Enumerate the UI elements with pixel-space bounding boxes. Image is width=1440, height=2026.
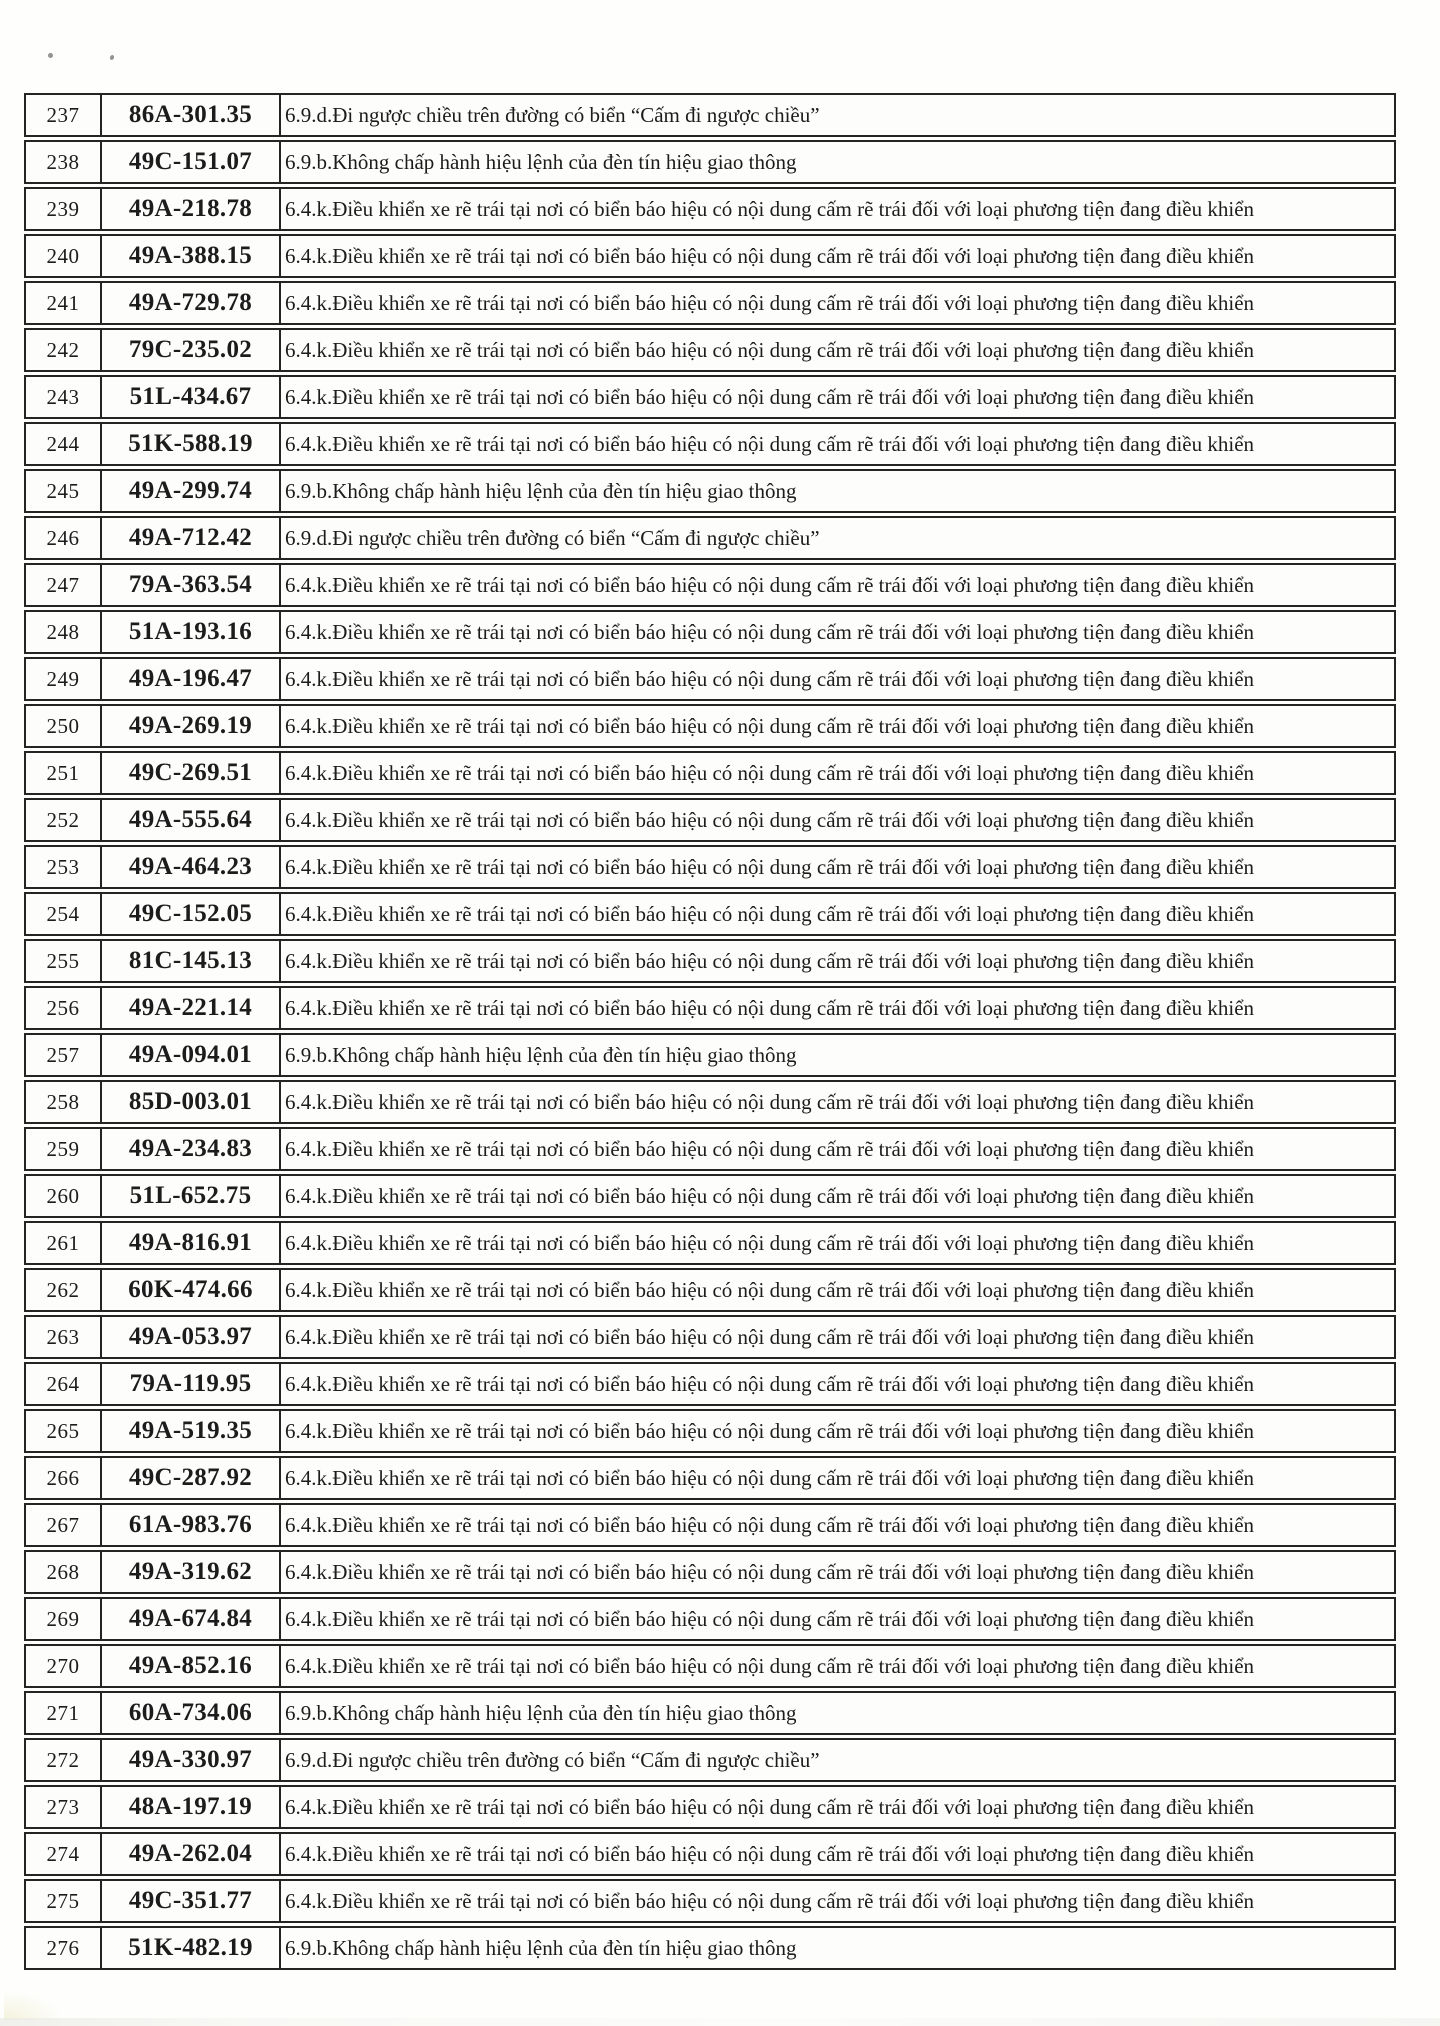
- row-number: 260: [26, 1176, 102, 1216]
- violation-text: 6.4.k.Điều khiển xe rẽ trái tại nơi có biển báo hiệu có nội dung cấm rẽ trái đối với loại phương tiện đang điều khiển: [285, 1371, 1255, 1396]
- table-row: [24, 939, 1396, 983]
- violation-text: 6.9.b.Không chấp hành hiệu lệnh của đèn tín hiệu giao thông: [285, 1700, 797, 1725]
- table-row: [24, 1221, 1396, 1265]
- row-number: 253: [26, 847, 102, 887]
- table-row: [24, 986, 1396, 1030]
- row-number: 247: [26, 565, 102, 605]
- license-plate: 86A-301.35: [102, 95, 281, 135]
- license-plate: 49A-269.19: [102, 706, 281, 746]
- license-plate: 49C-351.77: [102, 1881, 281, 1921]
- row-number: 275: [26, 1881, 102, 1921]
- table-row: [24, 140, 1396, 184]
- license-plate: 49A-053.97: [102, 1317, 281, 1357]
- row-number: 264: [26, 1364, 102, 1404]
- row-number: 246: [26, 518, 102, 558]
- license-plate: 49A-234.83: [102, 1129, 281, 1169]
- table-row: [24, 798, 1396, 842]
- table-row: [24, 1409, 1396, 1453]
- row-number: 254: [26, 894, 102, 934]
- license-plate: 49A-555.64: [102, 800, 281, 840]
- violations-table: [24, 93, 1396, 1973]
- row-number: 257: [26, 1035, 102, 1075]
- table-row: [24, 516, 1396, 560]
- violation-text: 6.4.k.Điều khiển xe rẽ trái tại nơi có biển báo hiệu có nội dung cấm rẽ trái đối với loại phương tiện đang điều khiển: [285, 1324, 1255, 1349]
- row-number: 274: [26, 1834, 102, 1874]
- row-number: 243: [26, 377, 102, 417]
- row-number: 255: [26, 941, 102, 981]
- row-number: 270: [26, 1646, 102, 1686]
- violation-text: 6.4.k.Điều khiển xe rẽ trái tại nơi có biển báo hiệu có nội dung cấm rẽ trái đối với loại phương tiện đang điều khiển: [285, 1136, 1255, 1161]
- violation-text: 6.9.b.Không chấp hành hiệu lệnh của đèn tín hiệu giao thông: [285, 478, 797, 503]
- violation-text: 6.9.d.Đi ngược chiều trên đường có biển “Cấm đi ngược chiều”: [285, 525, 820, 550]
- table-row: [24, 1550, 1396, 1594]
- table-row: [24, 845, 1396, 889]
- table-row: [24, 1174, 1396, 1218]
- table-row: [24, 1362, 1396, 1406]
- table-row: [24, 1644, 1396, 1688]
- license-plate: 51A-193.16: [102, 612, 281, 652]
- table-row: [24, 1926, 1396, 1970]
- license-plate: 61A-983.76: [102, 1505, 281, 1545]
- violation-text: 6.4.k.Điều khiển xe rẽ trái tại nơi có biển báo hiệu có nội dung cấm rẽ trái đối với loại phương tiện đang điều khiển: [285, 1183, 1255, 1208]
- violation-text: 6.4.k.Điều khiển xe rẽ trái tại nơi có biển báo hiệu có nội dung cấm rẽ trái đối với loại phương tiện đang điều khiển: [285, 807, 1255, 832]
- license-plate: 51L-434.67: [102, 377, 281, 417]
- license-plate: 49A-094.01: [102, 1035, 281, 1075]
- license-plate: 49A-674.84: [102, 1599, 281, 1639]
- row-number: 249: [26, 659, 102, 699]
- row-number: 271: [26, 1693, 102, 1733]
- violation-text: 6.4.k.Điều khiển xe rẽ trái tại nơi có biển báo hiệu có nội dung cấm rẽ trái đối với loại phương tiện đang điều khiển: [285, 1465, 1255, 1490]
- violation-text: 6.4.k.Điều khiển xe rẽ trái tại nơi có biển báo hiệu có nội dung cấm rẽ trái đối với loại phương tiện đang điều khiển: [285, 619, 1255, 644]
- license-plate: 49A-299.74: [102, 471, 281, 511]
- table-row: [24, 1033, 1396, 1077]
- table-row: [24, 375, 1396, 419]
- violation-text: 6.4.k.Điều khiển xe rẽ trái tại nơi có biển báo hiệu có nội dung cấm rẽ trái đối với loại phương tiện đang điều khiển: [285, 1277, 1255, 1302]
- violation-text: 6.9.b.Không chấp hành hiệu lệnh của đèn tín hiệu giao thông: [285, 1042, 797, 1067]
- license-plate: 79C-235.02: [102, 330, 281, 370]
- license-plate: 49A-816.91: [102, 1223, 281, 1263]
- row-number: 261: [26, 1223, 102, 1263]
- table-row: [24, 892, 1396, 936]
- violation-text: 6.4.k.Điều khiển xe rẽ trái tại nơi có biển báo hiệu có nội dung cấm rẽ trái đối với loại phương tiện đang điều khiển: [285, 1089, 1255, 1114]
- table-row: [24, 1080, 1396, 1124]
- license-plate: 49A-388.15: [102, 236, 281, 276]
- license-plate: 49A-729.78: [102, 283, 281, 323]
- scan-artifact-smudge: [4, 1990, 64, 2020]
- table-row: [24, 328, 1396, 372]
- table-row: [24, 1456, 1396, 1500]
- violation-text: 6.4.k.Điều khiển xe rẽ trái tại nơi có biển báo hiệu có nội dung cấm rẽ trái đối với loại phương tiện đang điều khiển: [285, 290, 1255, 315]
- row-number: 239: [26, 189, 102, 229]
- row-number: 273: [26, 1787, 102, 1827]
- row-number: 238: [26, 142, 102, 182]
- license-plate: 49A-319.62: [102, 1552, 281, 1592]
- violation-text: 6.4.k.Điều khiển xe rẽ trái tại nơi có biển báo hiệu có nội dung cấm rẽ trái đối với loại phương tiện đang điều khiển: [285, 1606, 1255, 1631]
- violation-text: 6.4.k.Điều khiển xe rẽ trái tại nơi có biển báo hiệu có nội dung cấm rẽ trái đối với loại phương tiện đang điều khiển: [285, 854, 1255, 879]
- violation-text: 6.9.d.Đi ngược chiều trên đường có biển “Cấm đi ngược chiều”: [285, 1747, 820, 1772]
- table-row: [24, 1691, 1396, 1735]
- violation-text: 6.4.k.Điều khiển xe rẽ trái tại nơi có biển báo hiệu có nội dung cấm rẽ trái đối với loại phương tiện đang điều khiển: [285, 196, 1255, 221]
- table-row: [24, 657, 1396, 701]
- license-plate: 49A-464.23: [102, 847, 281, 887]
- row-number: 258: [26, 1082, 102, 1122]
- violation-text: 6.4.k.Điều khiển xe rẽ trái tại nơi có biển báo hiệu có nội dung cấm rẽ trái đối với loại phương tiện đang điều khiển: [285, 901, 1255, 926]
- violation-text: 6.4.k.Điều khiển xe rẽ trái tại nơi có biển báo hiệu có nội dung cấm rẽ trái đối với loại phương tiện đang điều khiển: [285, 572, 1255, 597]
- violation-text: 6.4.k.Điều khiển xe rẽ trái tại nơi có biển báo hiệu có nội dung cấm rẽ trái đối với loại phương tiện đang điều khiển: [285, 1230, 1255, 1255]
- violation-text: 6.4.k.Điều khiển xe rẽ trái tại nơi có biển báo hiệu có nội dung cấm rẽ trái đối với loại phương tiện đang điều khiển: [285, 1512, 1255, 1537]
- row-number: 276: [26, 1928, 102, 1968]
- row-number: 245: [26, 471, 102, 511]
- violation-text: 6.9.b.Không chấp hành hiệu lệnh của đèn tín hiệu giao thông: [285, 1935, 797, 1960]
- table-row: [24, 610, 1396, 654]
- violation-text: 6.9.b.Không chấp hành hiệu lệnh của đèn tín hiệu giao thông: [285, 149, 797, 174]
- table-row: [24, 1832, 1396, 1876]
- table-row: [24, 563, 1396, 607]
- row-number: 256: [26, 988, 102, 1028]
- violation-text: 6.4.k.Điều khiển xe rẽ trái tại nơi có biển báo hiệu có nội dung cấm rẽ trái đối với loại phương tiện đang điều khiển: [285, 995, 1255, 1020]
- row-number: 244: [26, 424, 102, 464]
- license-plate: 79A-363.54: [102, 565, 281, 605]
- table-row: [24, 93, 1396, 137]
- license-plate: 49A-221.14: [102, 988, 281, 1028]
- violation-text: 6.9.d.Đi ngược chiều trên đường có biển “Cấm đi ngược chiều”: [285, 102, 820, 127]
- row-number: 267: [26, 1505, 102, 1545]
- row-number: 250: [26, 706, 102, 746]
- violation-text: 6.4.k.Điều khiển xe rẽ trái tại nơi có biển báo hiệu có nội dung cấm rẽ trái đối với loại phương tiện đang điều khiển: [285, 1653, 1255, 1678]
- license-plate: 48A-197.19: [102, 1787, 281, 1827]
- row-number: 240: [26, 236, 102, 276]
- scan-artifact-dot: [109, 54, 114, 60]
- violation-text: 6.4.k.Điều khiển xe rẽ trái tại nơi có biển báo hiệu có nội dung cấm rẽ trái đối với loại phương tiện đang điều khiển: [285, 1559, 1255, 1584]
- table-row: [24, 234, 1396, 278]
- license-plate: 49C-151.07: [102, 142, 281, 182]
- violation-text: 6.4.k.Điều khiển xe rẽ trái tại nơi có biển báo hiệu có nội dung cấm rẽ trái đối với loại phương tiện đang điều khiển: [285, 666, 1255, 691]
- row-number: 242: [26, 330, 102, 370]
- violation-text: 6.4.k.Điều khiển xe rẽ trái tại nơi có biển báo hiệu có nội dung cấm rẽ trái đối với loại phương tiện đang điều khiển: [285, 713, 1255, 738]
- table-row: [24, 1785, 1396, 1829]
- license-plate: 49A-852.16: [102, 1646, 281, 1686]
- violation-text: 6.4.k.Điều khiển xe rẽ trái tại nơi có biển báo hiệu có nội dung cấm rẽ trái đối với loại phương tiện đang điều khiển: [285, 337, 1255, 362]
- license-plate: 49A-196.47: [102, 659, 281, 699]
- violation-text: 6.4.k.Điều khiển xe rẽ trái tại nơi có biển báo hiệu có nội dung cấm rẽ trái đối với loại phương tiện đang điều khiển: [285, 384, 1255, 409]
- license-plate: 49C-287.92: [102, 1458, 281, 1498]
- violation-text: 6.4.k.Điều khiển xe rẽ trái tại nơi có biển báo hiệu có nội dung cấm rẽ trái đối với loại phương tiện đang điều khiển: [285, 431, 1255, 456]
- table-row: [24, 469, 1396, 513]
- scan-artifact-edge: [0, 2018, 1440, 2026]
- row-number: 263: [26, 1317, 102, 1357]
- table-row: [24, 187, 1396, 231]
- license-plate: 49A-330.97: [102, 1740, 281, 1780]
- table-row: [24, 1597, 1396, 1641]
- license-plate: 51K-482.19: [102, 1928, 281, 1968]
- row-number: 237: [26, 95, 102, 135]
- violation-text: 6.4.k.Điều khiển xe rẽ trái tại nơi có biển báo hiệu có nội dung cấm rẽ trái đối với loại phương tiện đang điều khiển: [285, 1888, 1255, 1913]
- scan-artifact-dot: [48, 53, 53, 58]
- row-number: 252: [26, 800, 102, 840]
- license-plate: 60K-474.66: [102, 1270, 281, 1310]
- license-plate: 85D-003.01: [102, 1082, 281, 1122]
- row-number: 265: [26, 1411, 102, 1451]
- license-plate: 79A-119.95: [102, 1364, 281, 1404]
- table-row: [24, 1738, 1396, 1782]
- row-number: 259: [26, 1129, 102, 1169]
- row-number: 269: [26, 1599, 102, 1639]
- license-plate: 49C-269.51: [102, 753, 281, 793]
- row-number: 241: [26, 283, 102, 323]
- license-plate: 60A-734.06: [102, 1693, 281, 1733]
- violation-text: 6.4.k.Điều khiển xe rẽ trái tại nơi có biển báo hiệu có nội dung cấm rẽ trái đối với loại phương tiện đang điều khiển: [285, 948, 1255, 973]
- license-plate: 51L-652.75: [102, 1176, 281, 1216]
- violation-text: 6.4.k.Điều khiển xe rẽ trái tại nơi có biển báo hiệu có nội dung cấm rẽ trái đối với loại phương tiện đang điều khiển: [285, 1794, 1255, 1819]
- table-row: [24, 1315, 1396, 1359]
- row-number: 248: [26, 612, 102, 652]
- table-row: [24, 1268, 1396, 1312]
- row-number: 272: [26, 1740, 102, 1780]
- table-row: [24, 704, 1396, 748]
- license-plate: 49C-152.05: [102, 894, 281, 934]
- table-row: [24, 1503, 1396, 1547]
- row-number: 266: [26, 1458, 102, 1498]
- license-plate: 49A-712.42: [102, 518, 281, 558]
- violation-text: 6.4.k.Điều khiển xe rẽ trái tại nơi có biển báo hiệu có nội dung cấm rẽ trái đối với loại phương tiện đang điều khiển: [285, 760, 1255, 785]
- row-number: 262: [26, 1270, 102, 1310]
- row-number: 251: [26, 753, 102, 793]
- table-row: [24, 751, 1396, 795]
- license-plate: 49A-519.35: [102, 1411, 281, 1451]
- row-number: 268: [26, 1552, 102, 1592]
- violation-text: 6.4.k.Điều khiển xe rẽ trái tại nơi có biển báo hiệu có nội dung cấm rẽ trái đối với loại phương tiện đang điều khiển: [285, 243, 1255, 268]
- table-row: [24, 1879, 1396, 1923]
- license-plate: 49A-262.04: [102, 1834, 281, 1874]
- license-plate: 51K-588.19: [102, 424, 281, 464]
- license-plate: 49A-218.78: [102, 189, 281, 229]
- violation-text: 6.4.k.Điều khiển xe rẽ trái tại nơi có biển báo hiệu có nội dung cấm rẽ trái đối với loại phương tiện đang điều khiển: [285, 1841, 1255, 1866]
- violation-text: 6.4.k.Điều khiển xe rẽ trái tại nơi có biển báo hiệu có nội dung cấm rẽ trái đối với loại phương tiện đang điều khiển: [285, 1418, 1255, 1443]
- table-row: [24, 281, 1396, 325]
- table-row: [24, 422, 1396, 466]
- table-row: [24, 1127, 1396, 1171]
- license-plate: 81C-145.13: [102, 941, 281, 981]
